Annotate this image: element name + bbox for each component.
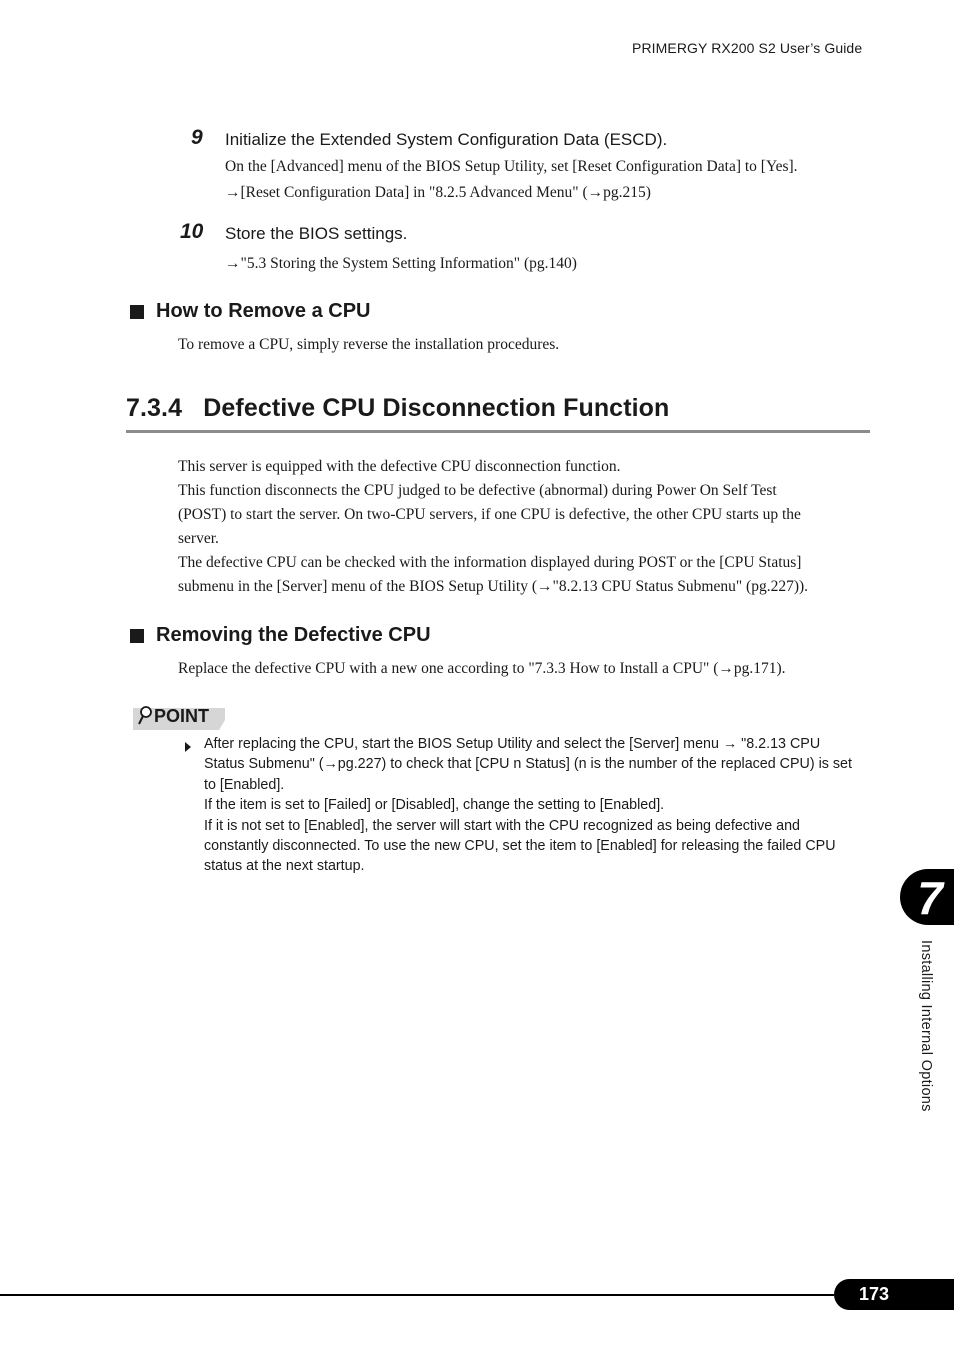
replace-cpu-text[interactable]: Replace the defective CPU with a new one according to "7.3.3 How to Install a CPU" (→pg.171). [178, 660, 786, 677]
body-line-link[interactable]: submenu in the [Server] menu of the BIOS Setup Utility (→"8.2.13 CPU Status Submenu" (pg.227)). [178, 578, 809, 595]
note-line: After replacing the CPU, start the BIOS Setup Utility and select the [Server] menu → "8.2.13 CPU [204, 736, 821, 752]
chapter-number: 7 [917, 872, 943, 924]
body-line: (POST) to start the server. On two-CPU servers, if one CPU is defective, the other CPU starts up the [178, 506, 801, 523]
chapter-side-title: Installing Internal Options [918, 940, 934, 1112]
section-heading-remove-cpu [130, 300, 370, 323]
body-line: server. [178, 530, 219, 547]
step-9-body [225, 154, 798, 206]
subsection-title: 7.3.4 Defective CPU Disconnection Function [126, 394, 670, 422]
point-label [133, 702, 223, 730]
note-line: to [Enabled]. [204, 776, 285, 793]
note-line: If the item is set to [Failed] or [Disabled], change the setting to [Enabled]. [204, 797, 665, 814]
point-label-text: POINT [154, 706, 210, 726]
note-line: constantly disconnected. To use the new CPU, set the item to [Enabled] for releasing the failed CPU [204, 838, 836, 855]
step-9-link[interactable]: →[Reset Configuration Data] in "8.2.5 Advanced Menu" (→pg.215) [225, 184, 651, 201]
step-10-body [225, 251, 577, 277]
step-10-link[interactable]: →"5.3 Storing the System Setting Information" (pg.140) [225, 255, 577, 272]
point-badge-icon [133, 702, 225, 732]
note-line: Status Submenu" (→pg.227) to check that [CPU n Status] (n is the number of the replaced CPU) is set [204, 756, 852, 773]
footer-rule [0, 1294, 834, 1296]
body-line: The defective CPU can be checked with the information displayed during POST or the [CPU Status] [178, 554, 802, 571]
section-heading-text: How to Remove a CPU [156, 300, 371, 322]
body-line: This function disconnects the CPU judged to be defective (abnormal) during Power On Self Test [178, 482, 777, 499]
step-9-line: On the [Advanced] menu of the BIOS Setup Utility, set [Reset Configuration Data] to [Yes]. [225, 158, 798, 175]
square-bullet-icon [130, 305, 144, 319]
step-number-9: 9 [191, 126, 203, 149]
note-line: status at the next startup. [204, 858, 365, 875]
body-line: This server is equipped with the defective CPU disconnection function. [178, 458, 621, 475]
point-note [204, 734, 852, 877]
step-number-10: 10 [180, 220, 204, 243]
square-bullet-icon [130, 629, 144, 643]
subsection-divider [126, 430, 870, 433]
note-line: If it is not set to [Enabled], the server will start with the CPU recognized as being defective and [204, 817, 801, 834]
triangle-bullet-icon [184, 739, 192, 757]
running-header: PRIMERGY RX200 S2 User’s Guide [632, 40, 863, 56]
subsection-body [178, 455, 808, 599]
section-heading-text: Removing the Defective CPU [156, 624, 431, 646]
section-heading-removing-defective [130, 624, 431, 647]
step-9-title: Initialize the Extended System Configuration Data (ESCD). [225, 130, 668, 149]
page-number: 173 [858, 1284, 890, 1304]
remove-cpu-text: To remove a CPU, simply reverse the installation procedures. [178, 336, 560, 353]
step-10-title: Store the BIOS settings. [225, 224, 408, 243]
